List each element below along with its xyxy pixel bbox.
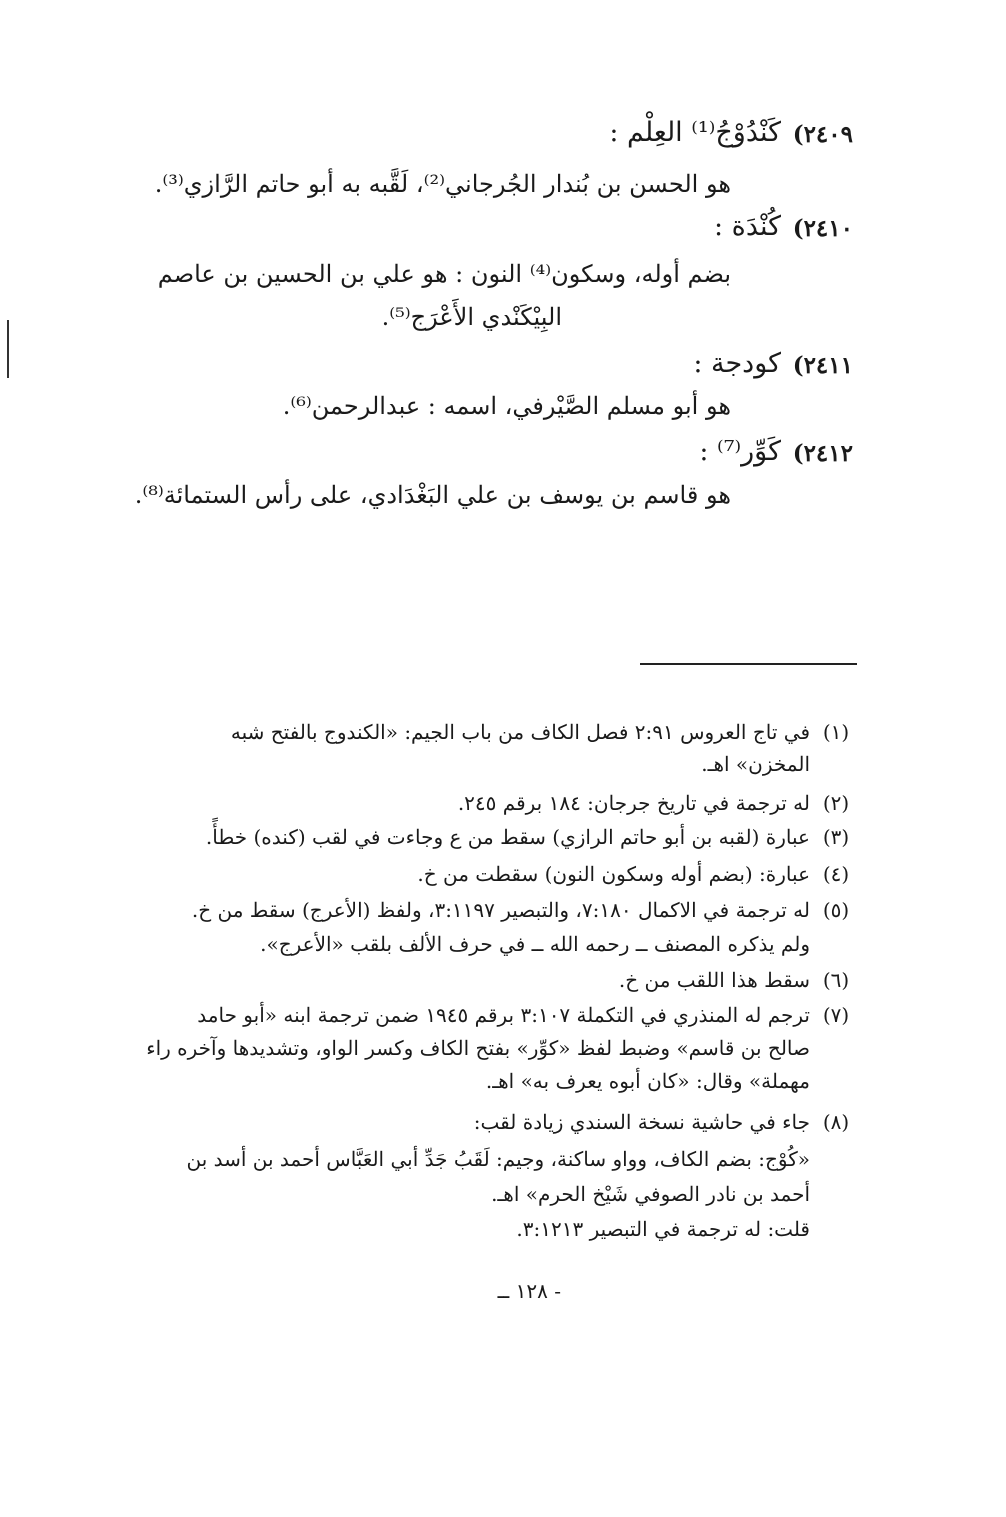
footnote-text: أحمد بن نادر الصوفي شَيْخ الحرم» اهـ. (491, 1182, 810, 1206)
entry-number: ٢٤١٢) (792, 440, 853, 467)
footnote-marker: (٨) (822, 1110, 850, 1134)
entry-text: هو قاسم بن يوسف بن علي البَغْدَادي، على رأس الستمائة⁽⁸⁾. (134, 481, 731, 509)
footnote-text: سقط هذا اللقب من خ. (618, 968, 810, 992)
footnote-text: جاء في حاشية نسخة السندي زيادة لقب: (473, 1110, 810, 1134)
entry-number: ٢٤١١) (792, 352, 853, 379)
footnote-marker: (٤) (822, 862, 850, 886)
footnote-marker: (٥) (822, 898, 850, 922)
footnote-text: له ترجمة في تاريخ جرجان: ١٨٤ برقم ٢٤٥. (457, 791, 810, 815)
entry-heading: كُنْدَة : (714, 211, 781, 242)
entry-number: ٢٤٠٩) (792, 121, 853, 148)
entry-text: هو أبو مسلم الصَّيْرفي، اسمه : عبدالرحمن⁽⁶⁾. (282, 392, 731, 420)
footnote-text: المخزن» اهـ. (701, 752, 810, 776)
footnote-marker: (١) (822, 720, 850, 744)
footnote-text: مهملة» وقال: «كان أبوه يعرف به» اهـ. (485, 1069, 810, 1093)
footnote-text: عبارة (لقبه بن أبو حاتم الرازي) سقط من ع وجاءت في لقب (كنده) خطأً. (205, 825, 810, 849)
entry-text: البِيْكَنْدي الأَعْرَج⁽⁵⁾. (381, 303, 562, 331)
margin-mark (7, 320, 9, 378)
footnote-text: قلت: له ترجمة في التبصير ٣:١٢١٣. (516, 1217, 810, 1241)
footnote-marker: (٢) (822, 791, 850, 815)
footnote-marker: (٦) (822, 968, 850, 992)
entry-number: ٢٤١٠) (792, 215, 853, 242)
footnote-text: ترجم له المنذري في التكملة ٣:١٠٧ برقم ١٩٤٥ ضمن ترجمة ابنه «أبو حامد (197, 1003, 810, 1027)
footnote-text: في تاج العروس ٢:٩١ فصل الكاف من باب الجيم: «الكندوج بالفتح شبه (230, 720, 810, 744)
footnote-text: صالح بن قاسم» وضبط لفظ «كوِّر» بفتح الكاف وكسر الواو، وتشديدها وآخره راء (146, 1036, 810, 1060)
footnote-marker: (٣) (822, 825, 850, 849)
footnote-text: له ترجمة في الاكمال ٧:١٨٠، والتبصير ٣:١١٩٧، ولفظ (الأعرج) سقط من خ. (191, 898, 810, 922)
footnote-marker: (٧) (822, 1003, 850, 1027)
page-number: - ١٢٨ ــ (497, 1279, 561, 1303)
entry-heading: كَنْدُوْجُ⁽¹⁾ العِلْم : (609, 117, 781, 148)
entry-heading: كودجة : (693, 348, 781, 379)
footnote-separator (640, 663, 857, 665)
entry-text: هو الحسن بن بُندار الجُرجاني⁽²⁾، لَقَّبه به أبو حاتم الرَّازي⁽³⁾. (154, 170, 731, 198)
entry-text: بضم أوله، وسكون⁽⁴⁾ النون : هو علي بن الحسين بن عاصم (157, 260, 731, 288)
footnote-text: عبارة: (بضم أوله وسكون النون) سقطت من خ. (417, 862, 810, 886)
footnote-text: «كُوْج: بضم الكاف، وواو ساكنة، وجيم: لَقَبُ جَدِّ أبي العَبَّاس أحمد بن أسد بن (186, 1147, 810, 1171)
entry-heading: كَوِّر⁽⁷⁾ : (699, 436, 781, 467)
footnote-text: ولم يذكره المصنف ــ رحمه الله ــ في حرف الألف بلقب «الأعرج». (260, 932, 810, 956)
